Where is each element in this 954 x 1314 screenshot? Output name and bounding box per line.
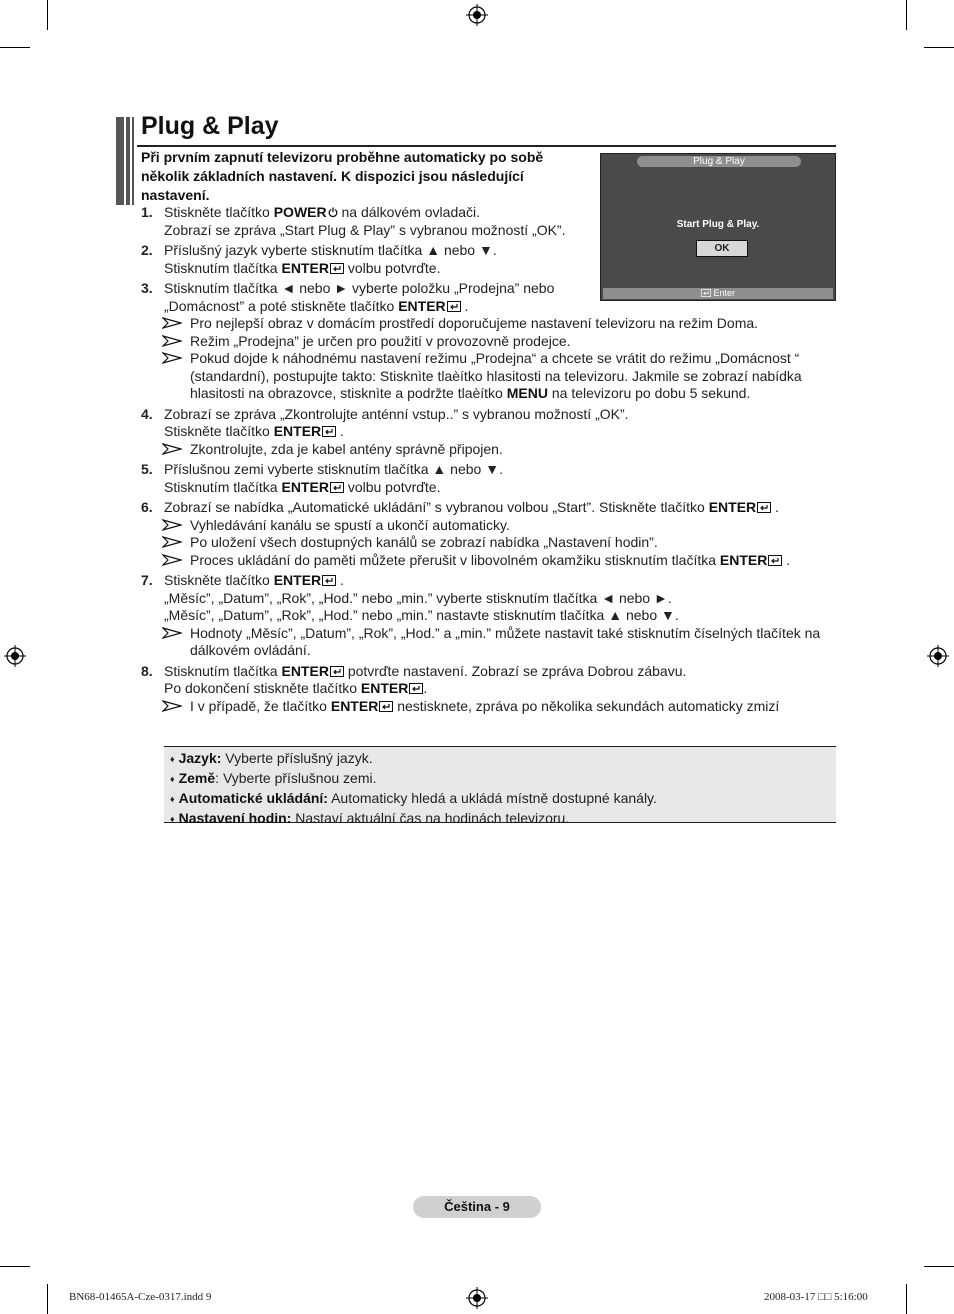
- definition-item: [170, 809, 836, 829]
- step-text: Zobrazí se nabídka „Automatické ukládání” s vybranou volbou „Start”. Stiskněte tlačítko: [164, 499, 709, 515]
- note-arrow-icon: [162, 352, 182, 364]
- step-text: Stiskněte tlačítko: [164, 423, 274, 439]
- crop-mark: [924, 1266, 954, 1267]
- power-key-label: POWER: [273, 204, 327, 220]
- enter-icon: [330, 666, 344, 677]
- step-text: Příslušnou zemi vyberte stisknutím tlačítka ▲ nebo ▼.: [164, 461, 503, 477]
- note-text: .: [782, 551, 791, 568]
- step-text: Stisknutím tlačítka: [164, 259, 282, 276]
- diamond-bullet-icon: ♦: [170, 814, 175, 824]
- crop-mark: [47, 1284, 48, 1314]
- step-number: 2.: [141, 242, 153, 258]
- intro-text: Při prvním zapnutí televizoru proběhne automaticky po sobě několik základních nastavení. K dispozici jsou následující nastavení.: [141, 149, 544, 203]
- step-text: na dálkovém ovladači.: [337, 204, 481, 220]
- definition-term: Země: [178, 770, 216, 786]
- note-text: Po uložení všech dostupných kanálů se zobrazí nabídka „Nastavení hodin”.: [190, 534, 658, 550]
- step-text: Stisknutím tlačítka: [164, 478, 282, 495]
- enter-key-label: ENTER: [719, 551, 768, 568]
- crop-mark: [0, 47, 30, 48]
- definition-item: [170, 749, 836, 769]
- enter-key-label: ENTER: [273, 572, 322, 588]
- note-text: Pokud dojde k náhodnému nastavení režimu „Prodejna“ a chcete se vrátit do režimu „Domácnost “ (standardní), postupujte takto: Stisknìte tlaèítko hlasitosti na televizoru. Jakmile se zobrazí nabídka hlasitosti na obrazovce, stisknìte a podržte tlaèítko: [190, 350, 802, 401]
- step-text: „Měsíc”, „Datum”, „Rok”, „Hod.” nebo „min.” vyberte stisknutím tlačítka ◄ nebo ►.: [164, 589, 672, 606]
- registration-mark-icon: [4, 645, 26, 667]
- definition-term: Nastavení hodin:: [178, 810, 292, 826]
- definitions-box: [164, 746, 836, 826]
- enter-icon: [330, 482, 344, 493]
- step-text: Stisknutím tlačítka: [164, 662, 282, 679]
- enter-icon: [322, 426, 336, 437]
- enter-icon: [330, 263, 344, 274]
- step-text: „Měsíc”, „Datum”, „Rok”, „Hod.” nebo „min.” nastavte stisknutím tlačítka ▲ nebo ▼.: [164, 607, 679, 623]
- step-text: Příslušný jazyk vyberte stisknutím tlačítka ▲ nebo ▼.: [164, 242, 497, 258]
- definition-text: Nastaví aktuální čas na hodinách televizoru.: [291, 810, 570, 826]
- title-rule: [137, 145, 836, 147]
- enter-key-label: ENTER: [708, 499, 757, 515]
- note: [141, 698, 841, 716]
- page-title: Plug & Play: [141, 112, 279, 140]
- registration-mark-icon: [927, 645, 949, 667]
- step-text: volbu potvrďte.: [343, 259, 441, 276]
- step-text: .: [771, 499, 779, 515]
- step-6: [141, 499, 841, 517]
- enter-icon: [379, 701, 393, 712]
- definition-item: [170, 789, 836, 809]
- step-4: [141, 406, 841, 441]
- definition-term: Jazyk:: [178, 750, 222, 766]
- note-text: na televizoru po dobu 5 sekund.: [547, 385, 751, 401]
- note: [141, 315, 841, 333]
- enter-key-label: ENTER: [273, 423, 322, 439]
- definition-text: Automaticky hledá a ukládá místně dostupné kanály.: [327, 790, 657, 806]
- note-text: Hodnoty „Měsíc”, „Datum”, „Rok”, „Hod.” a „min.” můžete nastavit také stisknutím číselných tlačítek na dálkovém ovládání.: [190, 624, 821, 658]
- step-text: Stisknutím tlačítka ◄ nebo ► vyberte položku „Prodejna” nebo: [164, 280, 555, 296]
- step-text: Stiskněte tlačítko: [164, 572, 274, 588]
- step-text: Zobrazí se zpráva „Zkontrolujte anténní vstup..” s vybranou možností „OK”.: [164, 405, 629, 422]
- enter-key-label: ENTER: [281, 259, 329, 276]
- step-text: volbu potvrďte.: [343, 478, 441, 495]
- definition-item: [170, 769, 836, 789]
- step-5: [141, 461, 841, 496]
- step-1: [141, 204, 841, 239]
- page-number-badge: Čeština - 9: [413, 1196, 541, 1218]
- step-text: potvrďte nastavení. Zobrazí se zpráva Dobrou zábavu.: [343, 662, 687, 679]
- step-text: Po dokončení stiskněte tlačítko: [164, 680, 361, 696]
- note: [141, 441, 841, 459]
- enter-icon: [447, 301, 461, 312]
- step-text: .: [336, 423, 344, 439]
- enter-key-label: ENTER: [281, 662, 329, 679]
- osd-ok-button[interactable]: OK: [696, 240, 748, 257]
- enter-icon: [409, 683, 423, 694]
- step-7: [141, 572, 841, 625]
- footer-file-info: BN68-01465A-Cze-0317.indd 9: [69, 1291, 212, 1303]
- enter-key-label: ENTER: [360, 680, 409, 696]
- step-number: 6.: [141, 499, 153, 515]
- step-text: .: [336, 572, 344, 588]
- crop-mark: [906, 0, 907, 30]
- osd-header: Plug & Play: [637, 156, 801, 167]
- step-number: 4.: [141, 405, 153, 422]
- note-arrow-icon: [162, 335, 182, 347]
- definition-text: : Vyberte příslušnou zemi.: [215, 770, 377, 786]
- crop-mark: [47, 0, 48, 30]
- step-2: [141, 242, 841, 277]
- note-text: Proces ukládání do paměti můžete přerušit v libovolném okamžiku stisknutím tlačítka: [190, 551, 720, 568]
- registration-mark-icon: [466, 1287, 488, 1309]
- note: [141, 517, 841, 535]
- step-text: Zobrazí se zpráva „Start Plug & Play” s vybranou možností „OK”.: [164, 221, 566, 238]
- enter-key-label: ENTER: [330, 697, 379, 714]
- note-text: Režim „Prodejna” je určen pro použití v provozovně prodejce.: [190, 332, 571, 349]
- step-number: 8.: [141, 662, 153, 679]
- enter-icon: [322, 575, 336, 586]
- enter-icon: [757, 502, 771, 513]
- note-text: Pro nejlepší obraz v domácím prostředí doporučujeme nastavení televizoru na režim Doma.: [190, 315, 759, 331]
- step-number: 7.: [141, 572, 153, 588]
- note-arrow-icon: [162, 519, 182, 531]
- crop-mark: [924, 47, 954, 48]
- note-arrow-icon: [162, 443, 182, 455]
- note: [141, 350, 841, 403]
- diamond-bullet-icon: ♦: [170, 754, 175, 764]
- note-arrow-icon: [162, 317, 182, 329]
- note-arrow-icon: [162, 536, 182, 548]
- diamond-bullet-icon: ♦: [170, 794, 175, 804]
- step-text: .: [423, 680, 428, 696]
- enter-key-label: ENTER: [281, 478, 329, 495]
- enter-key-label: ENTER: [398, 297, 446, 314]
- note-text: nestisknete, zpráva po několika sekundách automaticky zmizí: [393, 697, 780, 714]
- note: [141, 534, 841, 552]
- registration-mark-icon: [466, 4, 488, 26]
- step-text: „Domácnost” a poté stiskněte tlačítko: [164, 297, 399, 314]
- step-text: Stiskněte tlačítko: [164, 204, 274, 220]
- note: [141, 625, 841, 660]
- note-arrow-icon: [162, 700, 182, 712]
- step-number: 3.: [141, 280, 153, 296]
- note-text: I v případě, že tlačítko: [190, 697, 331, 714]
- crop-mark: [0, 1266, 30, 1267]
- crop-mark: [906, 1284, 907, 1314]
- step-number: 1.: [141, 204, 153, 220]
- step-text: .: [460, 297, 469, 314]
- note: [141, 333, 841, 351]
- note-arrow-icon: [162, 627, 182, 639]
- footer-timestamp: 2008-03-17 □□ 5:16:00: [764, 1291, 868, 1303]
- definition-term: Automatické ukládání:: [178, 790, 328, 806]
- menu-key-label: MENU: [506, 385, 548, 401]
- note-text: Vyhledávání kanálu se spustí a ukončí automaticky.: [190, 516, 510, 533]
- note-text: Zkontrolujte, zda je kabel antény správně připojen.: [190, 440, 503, 457]
- enter-icon: [768, 555, 782, 566]
- note: [141, 552, 841, 570]
- step-number: 5.: [141, 461, 153, 477]
- steps-list: [141, 204, 841, 715]
- definition-text: Vyberte příslušný jazyk.: [221, 750, 373, 766]
- power-icon: [328, 207, 338, 217]
- note-arrow-icon: [162, 554, 182, 566]
- diamond-bullet-icon: ♦: [170, 774, 175, 784]
- step-3: [141, 280, 841, 315]
- step-8: [141, 663, 841, 698]
- osd-footer-label: Enter: [713, 288, 736, 298]
- osd-message: Start Plug & Play.: [676, 219, 760, 230]
